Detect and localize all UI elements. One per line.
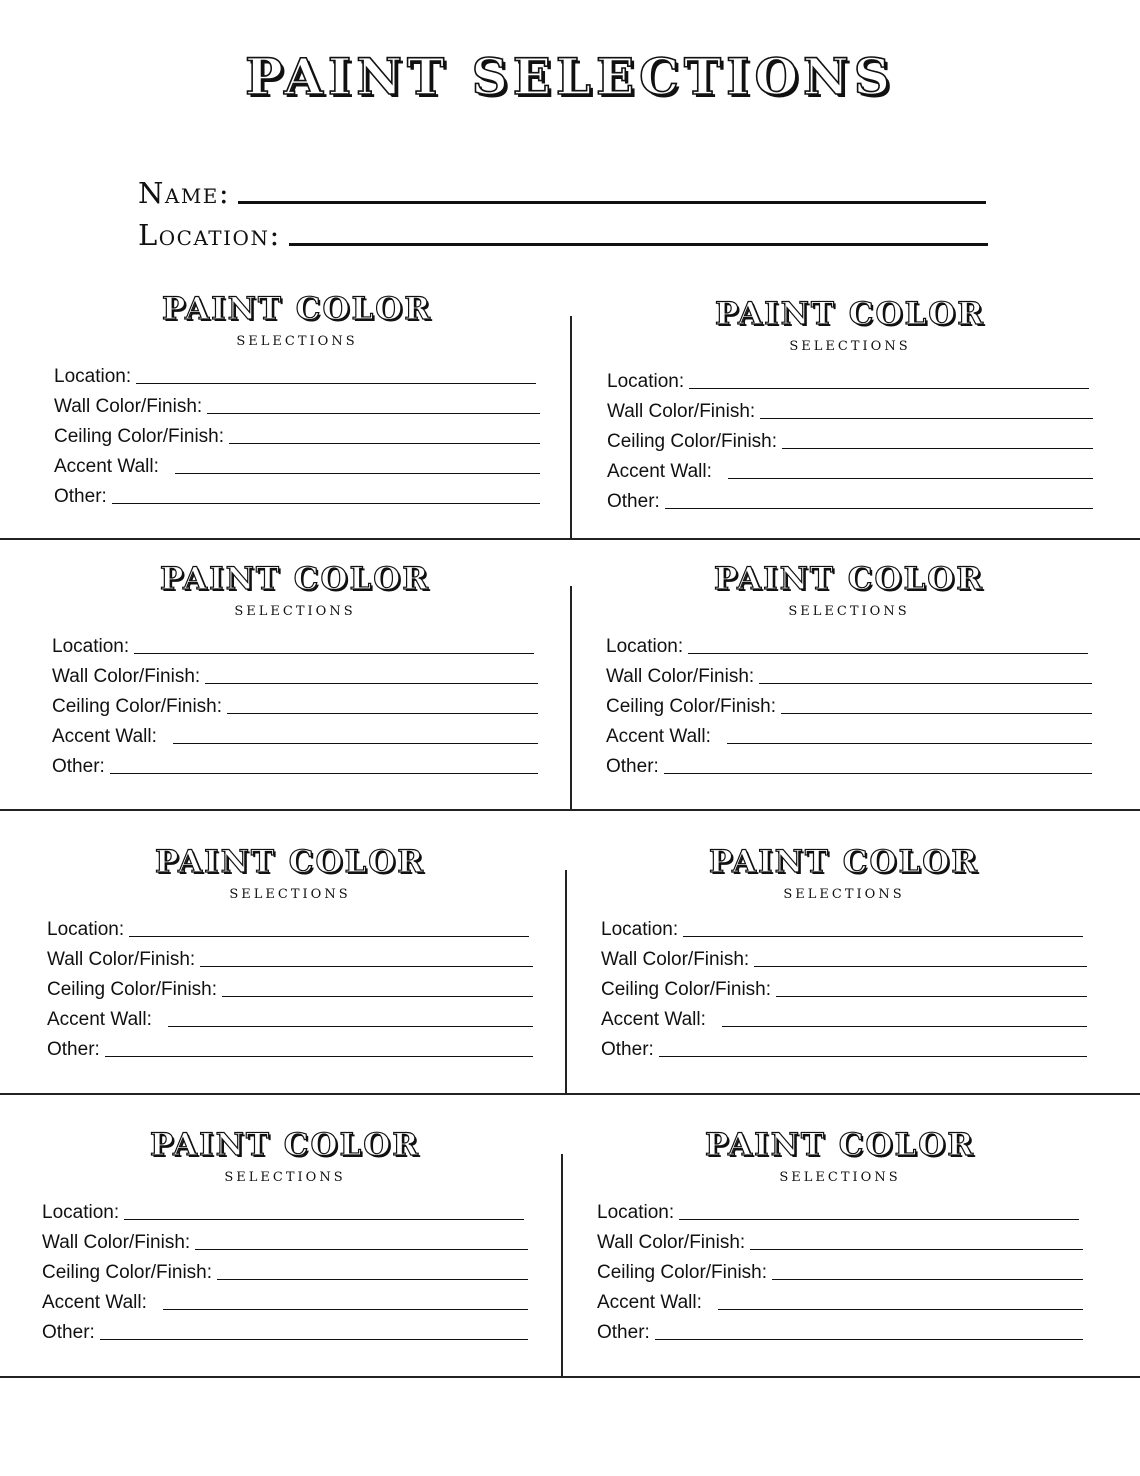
blank-line[interactable] bbox=[100, 1339, 528, 1340]
wall-color-field[interactable] bbox=[607, 393, 1093, 423]
ceiling-color-field[interactable] bbox=[597, 1254, 1083, 1284]
wall-color-field[interactable] bbox=[597, 1224, 1083, 1254]
field-label: Wall Color/Finish: bbox=[47, 949, 196, 970]
blank-line[interactable] bbox=[200, 966, 533, 967]
field-label: Other: bbox=[52, 756, 105, 777]
field-label: Other: bbox=[47, 1039, 100, 1060]
name-blank-line[interactable] bbox=[238, 201, 986, 204]
blank-line[interactable] bbox=[750, 1249, 1083, 1250]
field-label: Wall Color/Finish: bbox=[52, 666, 201, 687]
field-label: Other: bbox=[606, 756, 659, 777]
card-subtitle: SELECTIONS bbox=[224, 1170, 346, 1185]
blank-line[interactable] bbox=[659, 1056, 1087, 1057]
location-field[interactable] bbox=[47, 911, 533, 941]
field-label: Ceiling Color/Finish: bbox=[606, 696, 777, 717]
field-label: Location: bbox=[42, 1202, 120, 1223]
card-title: PAINT COLOR bbox=[161, 291, 433, 327]
ceiling-color-field[interactable] bbox=[607, 423, 1093, 453]
blank-line[interactable] bbox=[727, 743, 1092, 744]
wall-color-field[interactable] bbox=[606, 658, 1092, 688]
field-label: Ceiling Color/Finish: bbox=[607, 431, 778, 452]
blank-line[interactable] bbox=[175, 473, 540, 474]
location-label: Location: bbox=[138, 218, 281, 252]
wall-color-field[interactable] bbox=[54, 388, 540, 418]
blank-line[interactable] bbox=[689, 388, 1089, 389]
field-label: Accent Wall: bbox=[47, 1009, 152, 1030]
card-title: PAINT COLOR bbox=[714, 296, 986, 332]
accent-wall-field[interactable] bbox=[601, 1001, 1087, 1031]
ceiling-color-field[interactable] bbox=[54, 418, 540, 448]
location-field[interactable] bbox=[606, 628, 1092, 658]
blank-line[interactable] bbox=[168, 1026, 533, 1027]
other-field[interactable] bbox=[606, 748, 1092, 778]
field-label: Location: bbox=[52, 636, 130, 657]
field-label: Accent Wall: bbox=[607, 461, 712, 482]
card-title: PAINT COLOR bbox=[149, 1127, 421, 1163]
blank-line[interactable] bbox=[759, 683, 1092, 684]
field-label: Other: bbox=[597, 1322, 650, 1343]
field-label: Accent Wall: bbox=[52, 726, 157, 747]
wall-color-field[interactable] bbox=[42, 1224, 528, 1254]
blank-line[interactable] bbox=[112, 503, 540, 504]
ceiling-color-field[interactable] bbox=[52, 688, 538, 718]
other-field[interactable] bbox=[607, 483, 1093, 513]
accent-wall-field[interactable] bbox=[606, 718, 1092, 748]
column-divider bbox=[570, 586, 572, 809]
accent-wall-field[interactable] bbox=[54, 448, 540, 478]
location-field[interactable] bbox=[52, 628, 538, 658]
card-subtitle: SELECTIONS bbox=[788, 604, 910, 619]
page-title: PAINT SELECTIONS bbox=[245, 47, 895, 106]
blank-line[interactable] bbox=[173, 743, 538, 744]
accent-wall-field[interactable] bbox=[42, 1284, 528, 1314]
row-divider bbox=[0, 1093, 1140, 1095]
field-label: Location: bbox=[606, 636, 684, 657]
location-blank-line[interactable] bbox=[289, 243, 988, 246]
other-field[interactable] bbox=[52, 748, 538, 778]
other-field[interactable] bbox=[597, 1314, 1083, 1344]
card-subtitle: SELECTIONS bbox=[234, 604, 356, 619]
blank-line[interactable] bbox=[718, 1309, 1083, 1310]
blank-line[interactable] bbox=[129, 936, 529, 937]
blank-line[interactable] bbox=[728, 478, 1093, 479]
blank-line[interactable] bbox=[776, 996, 1087, 997]
location-field[interactable] bbox=[54, 358, 540, 388]
blank-line[interactable] bbox=[683, 936, 1083, 937]
row-divider bbox=[0, 1376, 1140, 1378]
location-field[interactable] bbox=[42, 1194, 528, 1224]
field-label: Accent Wall: bbox=[42, 1292, 147, 1313]
field-label: Other: bbox=[54, 486, 107, 507]
field-label: Other: bbox=[42, 1322, 95, 1343]
accent-wall-field[interactable] bbox=[607, 453, 1093, 483]
blank-line[interactable] bbox=[782, 448, 1093, 449]
blank-line[interactable] bbox=[664, 773, 1092, 774]
name-field[interactable] bbox=[138, 176, 986, 210]
blank-line[interactable] bbox=[229, 443, 540, 444]
field-label: Wall Color/Finish: bbox=[597, 1232, 746, 1253]
wall-color-field[interactable] bbox=[47, 941, 533, 971]
card-subtitle: SELECTIONS bbox=[229, 887, 351, 902]
accent-wall-field[interactable] bbox=[52, 718, 538, 748]
other-field[interactable] bbox=[601, 1031, 1087, 1061]
accent-wall-field[interactable] bbox=[47, 1001, 533, 1031]
paint-color-card bbox=[601, 844, 1087, 1067]
blank-line[interactable] bbox=[722, 1026, 1087, 1027]
paint-color-card bbox=[597, 1127, 1083, 1350]
field-label: Location: bbox=[607, 371, 685, 392]
wall-color-field[interactable] bbox=[52, 658, 538, 688]
card-title: PAINT COLOR bbox=[704, 1127, 976, 1163]
row-divider bbox=[0, 538, 1140, 540]
field-label: Ceiling Color/Finish: bbox=[597, 1262, 768, 1283]
card-subtitle: SELECTIONS bbox=[789, 339, 911, 354]
blank-line[interactable] bbox=[195, 1249, 528, 1250]
field-label: Location: bbox=[597, 1202, 675, 1223]
location-field[interactable] bbox=[138, 218, 988, 252]
card-title: PAINT COLOR bbox=[159, 561, 431, 597]
wall-color-field[interactable] bbox=[601, 941, 1087, 971]
field-label: Location: bbox=[54, 366, 132, 387]
blank-line[interactable] bbox=[124, 1219, 524, 1220]
blank-line[interactable] bbox=[222, 996, 533, 997]
location-field[interactable] bbox=[597, 1194, 1083, 1224]
blank-line[interactable] bbox=[110, 773, 538, 774]
card-title: PAINT COLOR bbox=[154, 844, 426, 880]
paint-color-card bbox=[47, 844, 533, 1067]
field-label: Wall Color/Finish: bbox=[601, 949, 750, 970]
paint-color-card bbox=[54, 291, 540, 514]
other-field[interactable] bbox=[42, 1314, 528, 1344]
field-label: Accent Wall: bbox=[54, 456, 159, 477]
blank-line[interactable] bbox=[163, 1309, 528, 1310]
field-label: Ceiling Color/Finish: bbox=[42, 1262, 213, 1283]
field-label: Location: bbox=[601, 919, 679, 940]
card-subtitle: SELECTIONS bbox=[779, 1170, 901, 1185]
paint-color-card bbox=[52, 561, 538, 784]
blank-line[interactable] bbox=[679, 1219, 1079, 1220]
location-field[interactable] bbox=[601, 911, 1087, 941]
blank-line[interactable] bbox=[207, 413, 540, 414]
paint-color-card bbox=[606, 561, 1092, 784]
blank-line[interactable] bbox=[760, 418, 1093, 419]
ceiling-color-field[interactable] bbox=[601, 971, 1087, 1001]
field-label: Ceiling Color/Finish: bbox=[47, 979, 218, 1000]
blank-line[interactable] bbox=[772, 1279, 1083, 1280]
column-divider bbox=[561, 1154, 563, 1376]
blank-line[interactable] bbox=[227, 713, 538, 714]
field-label: Wall Color/Finish: bbox=[606, 666, 755, 687]
paint-color-card bbox=[607, 296, 1093, 519]
blank-line[interactable] bbox=[105, 1056, 533, 1057]
field-label: Ceiling Color/Finish: bbox=[601, 979, 772, 1000]
ceiling-color-field[interactable] bbox=[47, 971, 533, 1001]
column-divider bbox=[570, 316, 572, 538]
card-title: PAINT COLOR bbox=[708, 844, 980, 880]
field-label: Wall Color/Finish: bbox=[54, 396, 203, 417]
field-label: Wall Color/Finish: bbox=[607, 401, 756, 422]
blank-line[interactable] bbox=[205, 683, 538, 684]
field-label: Other: bbox=[607, 491, 660, 512]
blank-line[interactable] bbox=[655, 1339, 1083, 1340]
name-label: Name: bbox=[138, 176, 231, 210]
field-label: Accent Wall: bbox=[606, 726, 711, 747]
field-label: Ceiling Color/Finish: bbox=[54, 426, 225, 447]
card-subtitle: SELECTIONS bbox=[236, 334, 358, 349]
field-label: Wall Color/Finish: bbox=[42, 1232, 191, 1253]
ceiling-color-field[interactable] bbox=[42, 1254, 528, 1284]
ceiling-color-field[interactable] bbox=[606, 688, 1092, 718]
blank-line[interactable] bbox=[688, 653, 1088, 654]
field-label: Ceiling Color/Finish: bbox=[52, 696, 223, 717]
other-field[interactable] bbox=[47, 1031, 533, 1061]
column-divider bbox=[565, 870, 567, 1093]
accent-wall-field[interactable] bbox=[597, 1284, 1083, 1314]
row-divider bbox=[0, 809, 1140, 811]
blank-line[interactable] bbox=[665, 508, 1093, 509]
field-label: Accent Wall: bbox=[597, 1292, 702, 1313]
blank-line[interactable] bbox=[781, 713, 1092, 714]
location-field[interactable] bbox=[607, 363, 1093, 393]
card-subtitle: SELECTIONS bbox=[783, 887, 905, 902]
blank-line[interactable] bbox=[136, 383, 536, 384]
field-label: Location: bbox=[47, 919, 125, 940]
field-label: Other: bbox=[601, 1039, 654, 1060]
blank-line[interactable] bbox=[134, 653, 534, 654]
card-title: PAINT COLOR bbox=[713, 561, 985, 597]
other-field[interactable] bbox=[54, 478, 540, 508]
blank-line[interactable] bbox=[754, 966, 1087, 967]
field-label: Accent Wall: bbox=[601, 1009, 706, 1030]
paint-color-card bbox=[42, 1127, 528, 1350]
blank-line[interactable] bbox=[217, 1279, 528, 1280]
